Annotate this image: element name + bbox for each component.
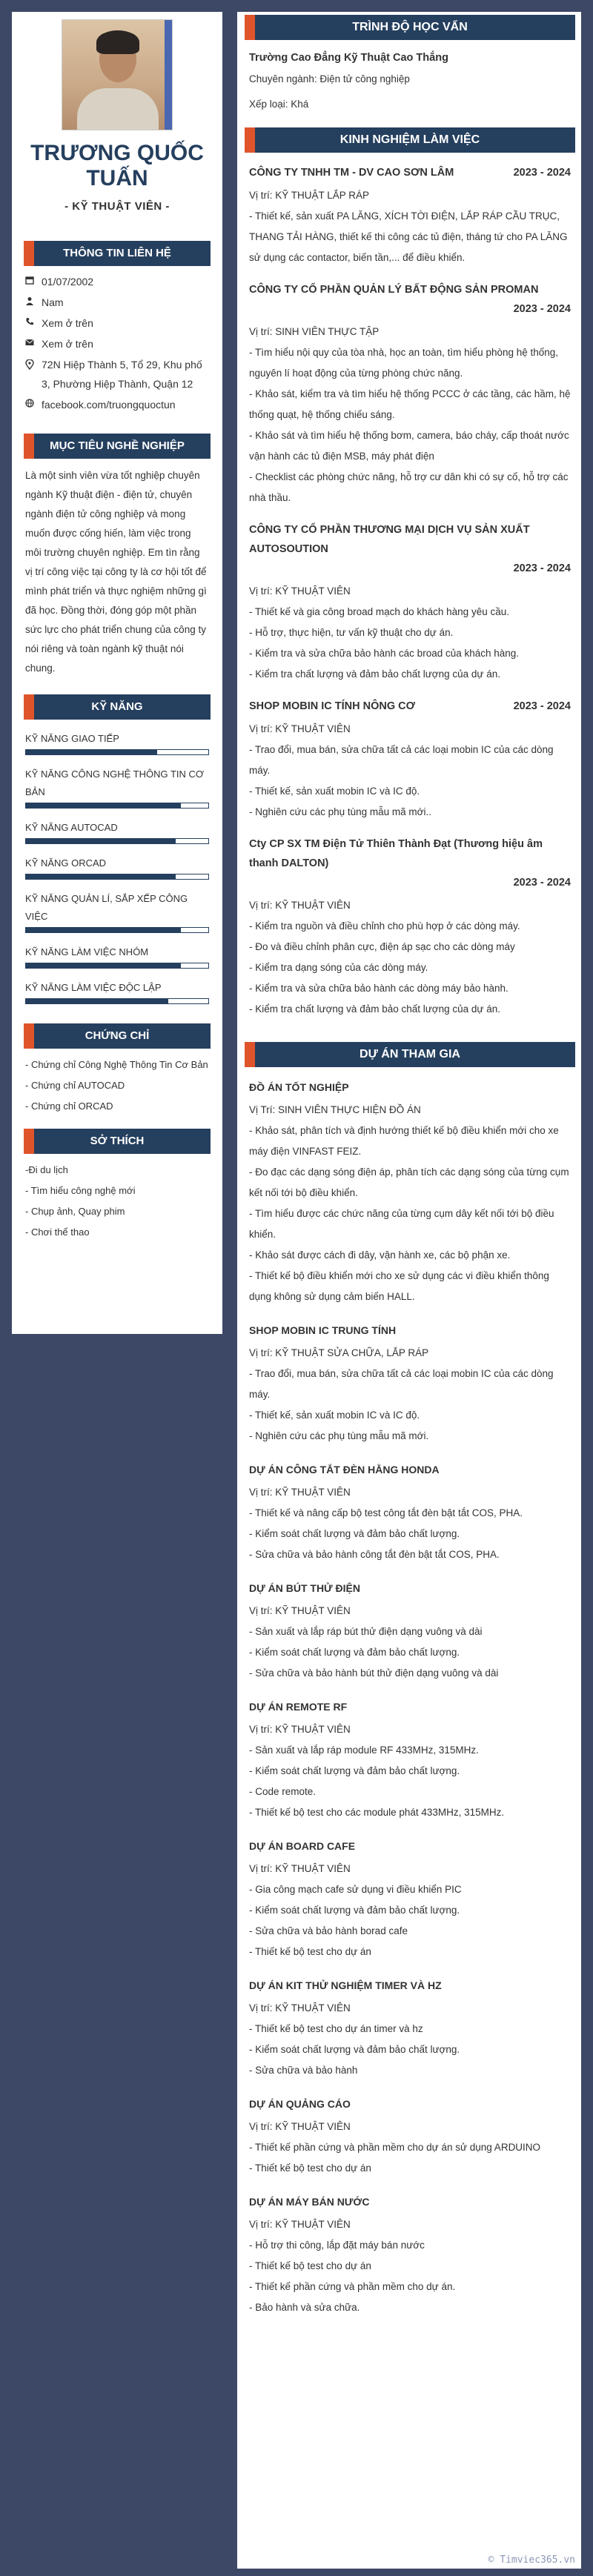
desc-line: - Thiết kế và gia công broad mạch do khách hàng yêu cầu. <box>249 606 509 617</box>
left-column <box>12 12 222 1334</box>
desc-line: - Hỗ trợ, thực hiện, tư vấn kỹ thuật cho dự án. <box>249 627 454 638</box>
skills-title: KỸ NĂNG <box>91 700 143 713</box>
job-entry <box>249 163 571 268</box>
hobbies-section-header <box>24 1129 211 1154</box>
desc-line: - Thiết kế bộ test cho dự án <box>249 2260 371 2271</box>
company-name: Cty CP SX TM Điện Tử Thiên Thành Đạt (Thương hiệu âm thanh DALTON) <box>249 838 543 869</box>
project-name: ĐỒ ÁN TỐT NGHIỆP <box>249 1081 349 1093</box>
job-position: Vị trí: SINH VIÊN THỰC TẬP <box>249 326 380 337</box>
desc-line: - Thiết kế bộ test cho các module phát 433MHz, 315MHz. <box>249 1807 505 1818</box>
desc-line: - Nghiên cứu các phụ tùng mẫu mã mới. <box>249 1430 429 1441</box>
desc-line: - Thiết kế, sản xuất PA LĂNG, XÍCH TỜI ĐIỆN, LẮP RÁP CẦU TRỤC, THANG TẢI HÀNG, thiết kế thi công các tủ điện, tháng tứ cho PA LĂNG sử dụng các contactor, biến tần,... để điều khiển. <box>249 210 568 263</box>
skill-item: KỸ NĂNG CÔNG NGHỆ THÔNG TIN CƠ BẢN <box>25 766 209 809</box>
job-date: 2023 - 2024 <box>513 167 571 179</box>
company-name: CÔNG TY CỔ PHẦN THƯƠNG MẠI DỊCH VỤ SẢN XUẤT AUTOSOUTION <box>249 524 530 555</box>
desc-line: - Thiết kế bộ test cho dự án <box>249 1946 371 1957</box>
desc-line: - Kiểm soát chất lượng và đảm bảo chất lượng. <box>249 1647 460 1658</box>
education-major: Chuyên ngành: Điện tử công nghiệp <box>249 73 410 84</box>
job-entry <box>249 280 571 508</box>
project-description <box>249 1121 571 1307</box>
desc-line: - Thiết kế phần cứng và phần mềm cho dự án. <box>249 2281 456 2292</box>
project-description <box>249 1621 571 1684</box>
desc-line: - Kiểm tra chất lượng và đảm bảo chất lượng của dự án. <box>249 1003 500 1015</box>
desc-line: - Code remote. <box>249 1786 317 1797</box>
desc-line: - Kiểm soát chất lượng và đảm bảo chất lượng. <box>249 1528 460 1539</box>
contact-website: facebook.com/truongquoctun <box>25 395 209 414</box>
skill-bar-fill <box>26 750 157 754</box>
list-item: - Chơi thể thao <box>25 1226 90 1238</box>
desc-line: - Thiết kế, sản xuất mobin IC và IC độ. <box>249 786 420 797</box>
project-description <box>249 1879 571 1962</box>
company-name: SHOP MOBIN IC TÍNH NÔNG CƠ <box>249 700 415 712</box>
list-item: - Chứng chỉ ORCAD <box>25 1101 113 1112</box>
desc-line: - Sản xuất và lắp ráp bút thử điện dạng vuông và dài <box>249 1626 483 1637</box>
desc-line: - Nghiên cứu các phụ tùng mẫu mã mới.. <box>249 806 431 817</box>
project-position: Vị trí: KỸ THUẬT VIÊN <box>249 1487 351 1498</box>
project-position: Vị trí: KỸ THUẬT VIÊN <box>249 1605 351 1616</box>
contact-gender: Nam <box>25 293 209 312</box>
job-position: Vị trí: KỸ THUẬT LẮP RÁP <box>249 190 370 201</box>
project-name: DỰ ÁN MÁY BÁN NƯỚC <box>249 2196 370 2208</box>
job-position: Vị trí: KỸ THUẬT VIÊN <box>249 900 351 911</box>
project-name: DỰ ÁN REMOTE RF <box>249 1701 348 1713</box>
project-description <box>249 1503 571 1565</box>
list-item: - Tìm hiểu công nghệ mới <box>25 1185 136 1196</box>
education-school: Trường Cao Đẳng Kỹ Thuật Cao Thắng <box>249 52 448 64</box>
hobbies-title: SỞ THÍCH <box>90 1135 145 1147</box>
job-entry <box>249 834 571 1020</box>
project-position: Vị trí: KỸ THUẬT VIÊN <box>249 2002 351 2014</box>
job-description <box>249 740 571 823</box>
skill-bar <box>25 749 209 755</box>
project-name: DỰ ÁN KIT THỬ NGHIỆM TIMER VÀ HZ <box>249 1979 442 1991</box>
project-entry <box>249 1460 571 1565</box>
project-description <box>249 1740 571 1823</box>
project-entry <box>249 2192 571 2318</box>
name-line-2: TUẤN <box>86 166 148 190</box>
company-name: CÔNG TY CỔ PHẦN QUẢN LÝ BẤT ĐỘNG SẢN PROMAN <box>249 284 539 296</box>
desc-line: - Kiểm tra dạng sóng của các dòng máy. <box>249 962 428 973</box>
hobbies-list <box>25 1160 209 1243</box>
desc-line: - Kiểm soát chất lượng và đảm bảo chất lượng. <box>249 1765 460 1776</box>
phone-icon <box>25 313 42 333</box>
desc-line: - Thiết kế bộ test cho dự án <box>249 2162 371 2174</box>
desc-line: - Kiểm tra nguồn và điều chỉnh cho phù hợp ở các dòng máy. <box>249 920 520 932</box>
skill-bar <box>25 927 209 933</box>
project-entry <box>249 1697 571 1823</box>
education-grade: Xếp loại: Khá <box>249 99 309 110</box>
list-item: -Đi du lịch <box>25 1164 68 1175</box>
company-name: CÔNG TY TNHH TM - DV CAO SƠN LÂM <box>249 167 454 179</box>
desc-line: - Sản xuất và lắp ráp module RF 433MHz, 315MHz. <box>249 1745 479 1756</box>
desc-line: - Khảo sát, phân tích và định hướng thiết kế bộ điều khiển mới cho xe máy điện VINFAST FEIZ. <box>249 1125 559 1157</box>
project-description <box>249 1364 571 1447</box>
objective-section-header <box>24 434 211 459</box>
job-header <box>249 697 571 716</box>
project-entry <box>249 1579 571 1684</box>
watermark: © Timviec365.vn <box>488 2555 575 2566</box>
contact-list <box>25 272 209 414</box>
contact-address: 72N Hiệp Thành 5, Tổ 29, Khu phố 3, Phường Hiệp Thành, Quận 12 <box>25 355 209 394</box>
skill-item: KỸ NĂNG LÀM VIỆC ĐỘC LẬP <box>25 979 209 1004</box>
certs-section-header <box>24 1023 211 1049</box>
right-column <box>237 12 581 2569</box>
desc-line: - Khảo sát và tìm hiểu hệ thống bơm, camera, báo cháy, cấp thoát nước vận hành các tủ điện MSB, máy phát điện <box>249 430 569 462</box>
skill-item: KỸ NĂNG GIAO TIẾP <box>25 730 209 755</box>
candidate-name <box>25 141 209 191</box>
skill-item: KỸ NĂNG ORCAD <box>25 854 209 880</box>
education-title: TRÌNH ĐỘ HỌC VẤN <box>352 21 468 33</box>
job-date: 2023 - 2024 <box>513 303 571 315</box>
job-entry <box>249 697 571 823</box>
projects-title: DỰ ÁN THAM GIA <box>360 1048 460 1060</box>
contact-email: Xem ở trên <box>25 334 209 353</box>
project-entry <box>249 2094 571 2179</box>
job-entry <box>249 520 571 685</box>
certs-title: CHỨNG CHỈ <box>85 1029 150 1042</box>
contact-title: THÔNG TIN LIÊN HỆ <box>63 247 171 259</box>
desc-line: - Khảo sát, kiểm tra và tìm hiểu hệ thống PCCC ở các tầng, các hầm, hệ thống quạt, hệ thống chiếu sáng. <box>249 388 571 420</box>
desc-line: - Kiểm tra chất lượng và đảm bảo chất lượng của dự án. <box>249 668 500 680</box>
desc-line: - Hỗ trợ thi công, lắp đặt máy bán nước <box>249 2240 425 2251</box>
email-icon <box>25 334 42 353</box>
project-description <box>249 2019 571 2081</box>
skill-bar <box>25 803 209 809</box>
job-description <box>249 916 571 1020</box>
avatar <box>62 19 173 130</box>
project-name: SHOP MOBIN IC TRUNG TÍNH <box>249 1324 397 1336</box>
skill-bar-fill <box>26 803 181 808</box>
desc-line: - Trao đổi, mua bán, sửa chữa tất cả các loại mobin IC của các dòng máy. <box>249 744 554 776</box>
project-entry <box>249 1321 571 1447</box>
desc-line: - Kiểm tra và sửa chữa bảo hành các dòng máy bảo hành. <box>249 983 508 994</box>
desc-line: - Thiết kế bộ test cho dự án timer và hz <box>249 2023 423 2034</box>
skill-item: KỸ NĂNG AUTOCAD <box>25 819 209 844</box>
project-position: Vị trí: KỸ THUẬT VIÊN <box>249 2219 351 2230</box>
skill-bar-fill <box>26 963 181 968</box>
desc-line: - Thiết kế, sản xuất mobin IC và IC độ. <box>249 1410 420 1421</box>
job-description <box>249 342 571 508</box>
location-icon <box>25 355 42 376</box>
skill-bar-fill <box>26 999 168 1003</box>
desc-line: - Gia công mạch cafe sử dụng vi điều khiển PIC <box>249 1884 462 1895</box>
job-position: Vị trí: KỸ THUẬT VIÊN <box>249 585 351 597</box>
globe-icon <box>25 395 42 414</box>
project-description <box>249 2235 571 2318</box>
list-item: - Chụp ảnh, Quay phim <box>25 1206 125 1217</box>
skill-bar-fill <box>26 928 181 932</box>
job-date: 2023 - 2024 <box>513 562 571 574</box>
project-entry <box>249 1078 571 1307</box>
skill-bar-fill <box>26 874 176 879</box>
job-role: - KỸ THUẬT VIÊN - <box>64 200 170 213</box>
desc-line: - Tìm hiểu nội quy của tòa nhà, học an toàn, tìm hiểu phòng hệ thống, nguyên lí hoạt động của từng phòng chức năng. <box>249 347 559 379</box>
user-icon <box>25 293 42 312</box>
desc-line: - Thiết kế bộ điều khiển mới cho xe sử dụng các vi điều khiển thông dụng không sử dụng cảm biến HALL. <box>249 1270 549 1302</box>
project-position: Vị Trí: SINH VIÊN THỰC HIỆN ĐỒ ÁN <box>249 1104 421 1115</box>
project-position: Vị trí: KỸ THUẬT SỬA CHỮA, LẮP RÁP <box>249 1347 429 1358</box>
certs-list <box>25 1055 209 1117</box>
contact-phone: Xem ở trên <box>25 313 209 333</box>
skill-item: KỸ NĂNG QUẢN LÍ, SẮP XẾP CÔNG VIỆC <box>25 890 209 933</box>
project-entry <box>249 1836 571 1962</box>
desc-line: - Sửa chữa và bảo hành <box>249 2065 358 2076</box>
desc-line: - Sửa chữa và bảo hành borad cafe <box>249 1925 408 1936</box>
skill-bar <box>25 963 209 969</box>
job-description <box>249 602 571 685</box>
job-date: 2023 - 2024 <box>513 877 571 889</box>
skill-bar-fill <box>26 839 176 843</box>
calendar-icon <box>25 272 42 291</box>
objective-text: Là một sinh viên vừa tốt nghiệp chuyên ngành Kỹ thuật điện - điện tử, chuyên ngành điện tử công nghiệp và mong muốn được cống hiến, làm việc trong môi trường chuyên nghiệp. Em tìn rằng vị trí công việc tại công ty là cơ hội tốt để mình phát triển và thực nghiệm những gì đã học. Đồng thời, đóng góp một phần sức lực cho phát triển chung của công ty nói riêng và toàn ngành kỹ thuật nói chung. <box>25 470 207 674</box>
skills-list <box>25 730 209 1004</box>
desc-line: - Trao đổi, mua bán, sửa chữa tất cả các loại mobin IC của các dòng máy. <box>249 1368 554 1400</box>
desc-line: - Đo đạc các dạng sóng điện áp, phân tích các dạng sóng của từng cụm kết nối tới bộ điều khiển. <box>249 1166 569 1198</box>
job-description <box>249 206 571 268</box>
project-name: DỰ ÁN QUẢNG CÁO <box>249 2098 351 2110</box>
project-position: Vị trí: KỸ THUẬT VIÊN <box>249 1863 351 1874</box>
projects-section-header <box>245 1042 575 1067</box>
experience-title: KINH NGHIỆM LÀM VIỆC <box>339 133 480 146</box>
skill-bar <box>25 998 209 1004</box>
job-position: Vị trí: KỸ THUẬT VIÊN <box>249 723 351 734</box>
desc-line: - Thiết kế phần cứng và phần mềm cho dự án sử dụng ARDUINO <box>249 2142 541 2153</box>
desc-line: - Kiểm soát chất lượng và đảm bảo chất lượng. <box>249 1905 460 1916</box>
desc-line: - Khảo sát được cách đi dây, vận hành xe, các bộ phận xe. <box>249 1249 511 1261</box>
list-item: - Chứng chỉ Công Nghệ Thông Tin Cơ Bản <box>25 1059 208 1070</box>
experience-section-header <box>245 127 575 153</box>
skill-item: KỸ NĂNG LÀM VIỆC NHÓM <box>25 943 209 969</box>
desc-line: - Bảo hành và sửa chữa. <box>249 2302 360 2313</box>
list-item: - Chứng chỉ AUTOCAD <box>25 1080 125 1091</box>
experience-list <box>249 163 571 1020</box>
job-header <box>249 163 571 182</box>
desc-line: - Tìm hiểu được các chức năng của từng cụm dây kết nối tới bộ điều khiển. <box>249 1208 554 1240</box>
education-section-header <box>245 15 575 40</box>
project-name: DỰ ÁN CÔNG TẮT ĐÈN HẰNG HONDA <box>249 1464 440 1475</box>
skill-bar <box>25 838 209 844</box>
desc-line: - Kiểm tra và sửa chữa bảo hành các broad của khách hàng. <box>249 648 520 659</box>
objective-title: MỤC TIÊU NGHỀ NGHIỆP <box>50 439 185 452</box>
desc-line: - Thiết kế và nâng cấp bộ test công tắt đèn bật tắt COS, PHA. <box>249 1507 523 1518</box>
desc-line: - Sửa chữa và bảo hành bút thử điện dạng vuông và dài <box>249 1667 499 1679</box>
desc-line: - Sửa chữa và bảo hành công tắt đèn bật tắt COS, PHA. <box>249 1549 500 1560</box>
project-name: DỰ ÁN BÚT THỬ ĐIỆN <box>249 1582 361 1594</box>
name-line-1: TRƯƠNG QUỐC <box>30 141 204 165</box>
skill-bar <box>25 874 209 880</box>
desc-line: - Kiểm soát chất lượng và đảm bảo chất lượng. <box>249 2044 460 2055</box>
desc-line: - Đo và điều chỉnh phân cực, điện áp sạc cho các dòng máy <box>249 941 515 952</box>
contact-birthday: 01/07/2002 <box>25 272 209 291</box>
project-description <box>249 2137 571 2179</box>
skills-section-header <box>24 694 211 720</box>
project-position: Vị trí: KỸ THUẬT VIÊN <box>249 1724 351 1735</box>
projects-list <box>249 1078 571 2318</box>
project-name: DỰ ÁN BOARD CAFE <box>249 1840 356 1852</box>
project-entry <box>249 1976 571 2081</box>
job-date: 2023 - 2024 <box>513 700 571 712</box>
contact-section-header <box>24 241 211 266</box>
project-position: Vị trí: KỸ THUẬT VIÊN <box>249 2121 351 2132</box>
desc-line: - Checklist các phòng chức năng, hỗ trợ cư dân khi có sự cố, hỗ trợ các nhà thầu. <box>249 471 569 503</box>
